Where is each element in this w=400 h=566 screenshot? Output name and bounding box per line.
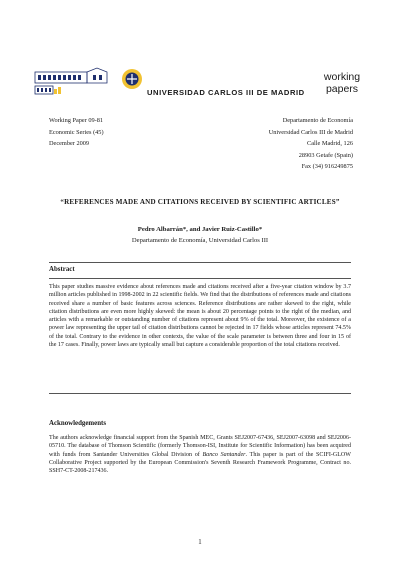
publication-date: December 2009 (49, 140, 90, 147)
working-papers-logo (315, 71, 369, 95)
divider (49, 262, 351, 263)
working-paper-number: Working Paper 09-81 (49, 117, 104, 124)
university-name: UNIVERSIDAD CARLOS III DE MADRID (147, 88, 305, 97)
acknowledgements-body (49, 434, 351, 475)
paper-title: “REFERENCES MADE AND CITATIONS RECEIVED BY SCIENTIFIC ARTICLES” (60, 198, 340, 206)
fax-number: Fax (34) 916249875 (301, 163, 353, 170)
acknowledgements-text-part1: The authors acknowledge financial support from the Spanish MEC, Grants SEJ2007-67436, SEJ2007-63098 and SEJ2006-05710. The database of Thomson Scientific (formerly Thomson-ISI, Institute for Scientific Information) has been acquired with funds from Santander Universities Global Division of (49, 435, 351, 458)
abstract-heading: Abstract (49, 266, 75, 273)
divider (49, 393, 351, 394)
acknowledgements-italic: Banco Santander (202, 451, 246, 458)
paper-series-info (49, 115, 104, 150)
university-line: Universidad Carlos III de Madrid (268, 128, 353, 136)
department-address (269, 115, 353, 173)
abstract-body: This paper studies massive evidence about references made and citations received after a five-year citation window by 3.7 million articles published in 1998-2002 in 22 scientific fields. We find that the distributions of references made and citations received share a number of basic features across sciences. Reference distributions are rather skewed to the right, while citation distributions are even more highly skewed: the mean is about 20 percentage points to the right of the median, and articles with a remarkable or outstanding number of citations represent about 9% of the total. Moreover, the existence of a power law representing the upper tail of citation distributions cannot be rejected in 17 fields whose articles represent 74.5% of the total. Contrary to the evidence in other contexts, the value of the scale parameter is between three and four in 15 of the 17 cases. Finally, power laws are typically small but capture a considerable proportion of the total citations received. (49, 284, 351, 349)
university-logo (33, 65, 147, 97)
divider (49, 278, 351, 279)
header (33, 68, 369, 98)
author-affiliation: Departamento de Economía, Universidad Carlos III (131, 237, 269, 244)
economic-series: Economic Series (45) (49, 128, 104, 136)
working-papers-logo-line1: working (323, 71, 361, 83)
working-papers-logo-line2: papers (325, 83, 359, 95)
acknowledgements-heading: Acknowledgements (49, 420, 107, 427)
department-name: Departamento de Economía (282, 117, 353, 124)
page-number: 1 (198, 539, 202, 546)
acknowledgements-text-part2: . This paper is part of the SCIFI-GLOW Collaborative Project supported by the European Commission's Seventh Research Framework Programme, Contract no. SSH7-CT-2008-217436. (49, 451, 351, 475)
city-postal: 28903 Getafe (Spain) (298, 151, 353, 159)
street-address: Calle Madrid, 126 (307, 140, 353, 147)
paper-authors: Pedro Albarrán*, and Javier Ruiz-Castillo* (137, 226, 263, 233)
